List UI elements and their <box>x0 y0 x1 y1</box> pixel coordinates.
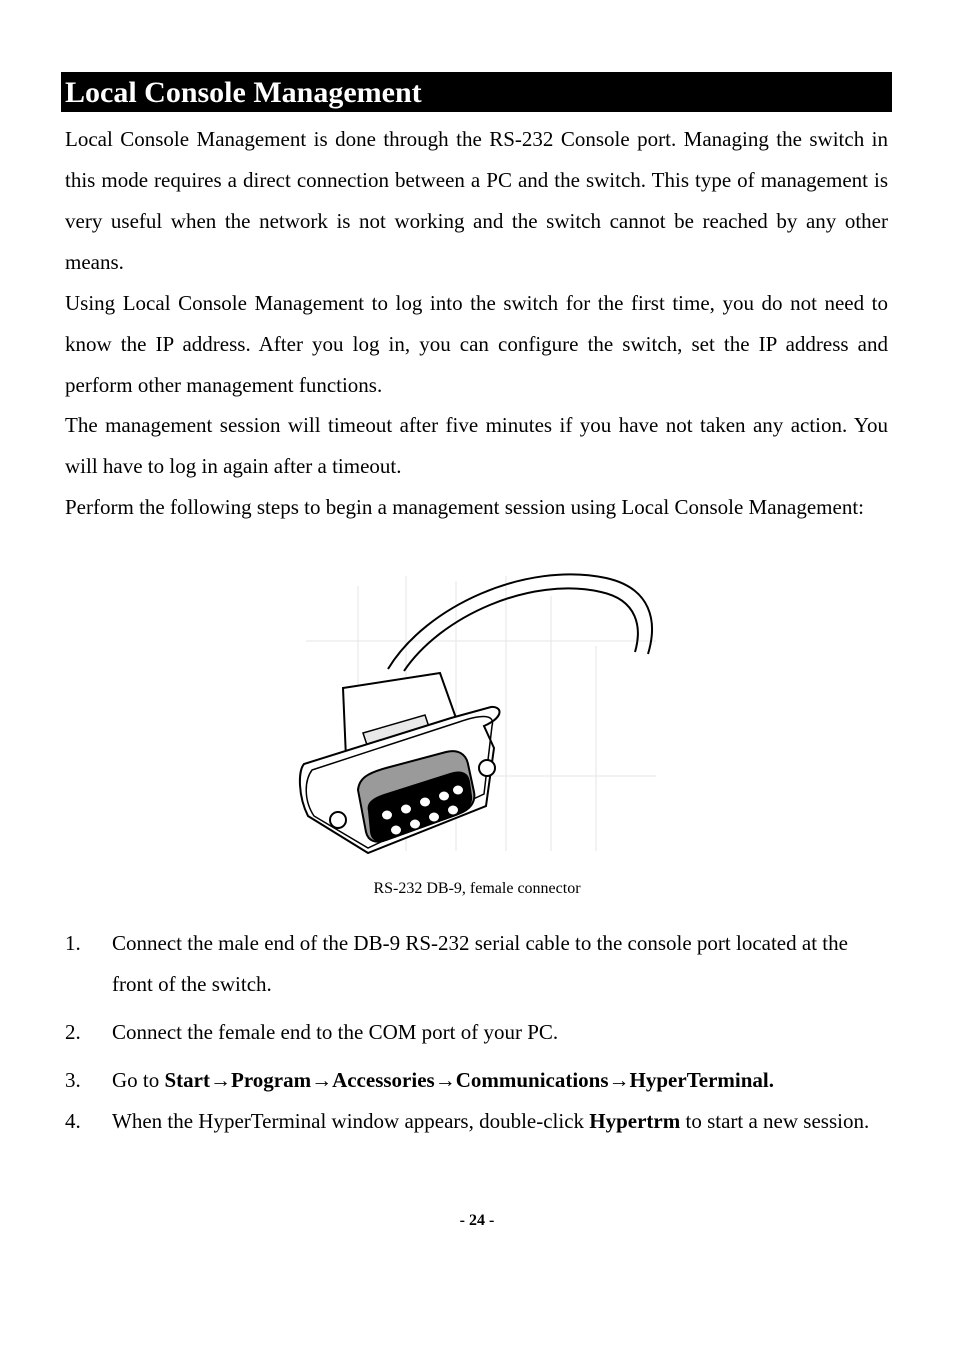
paragraph-steps-intro: Perform the following steps to begin a management session using Local Console Management: <box>65 495 865 519</box>
paragraph-first-login: Using Local Console Management to log into the switch for the first time, you do not need to know the IP address. After you log in, you can configure the switch, set the IP address and perform other management functions. <box>65 291 888 397</box>
steps-list <box>65 923 888 1149</box>
menu-path: Start→Program→Accessories→Communications→HyperTerminal. <box>164 1068 775 1092</box>
page-number: - 24 - <box>459 1212 495 1229</box>
step-item <box>65 1060 888 1101</box>
paragraph-timeout: The management session will timeout after five minutes if you have not taken any action. You will have to log in again after a timeout. <box>65 413 888 478</box>
step-number: 4. <box>65 1109 81 1133</box>
step-number: 2. <box>65 1020 81 1044</box>
program-name: Hypertrm <box>589 1109 681 1133</box>
step-item <box>65 923 888 1005</box>
step-text <box>112 1101 888 1142</box>
step-text <box>112 1060 888 1101</box>
step-text-suffix: to start a new session. <box>680 1109 870 1133</box>
figure-caption: RS-232 DB-9, female connector <box>373 880 581 897</box>
db9-connector-illustration <box>296 566 666 860</box>
step-text: Connect the male end of the DB-9 RS-232 serial cable to the console port located at the front of the switch. <box>112 931 848 996</box>
step-number: 1. <box>65 931 81 955</box>
step-item <box>65 1012 888 1053</box>
step-text-prefix: When the HyperTerminal window appears, double-click <box>112 1109 590 1133</box>
section-title: Local Console Management <box>61 72 892 112</box>
db9-connector-figure <box>296 566 666 860</box>
step-text: Connect the female end to the COM port of your PC. <box>112 1020 559 1044</box>
step-text-prefix: Go to <box>112 1068 165 1092</box>
paragraph-intro: Local Console Management is done through the RS-232 Console port. Managing the switch in this mode requires a direct connection between a PC and the switch. This type of management is very useful when the network is not working and the switch cannot be reached by any other means. <box>65 127 888 274</box>
step-number: 3. <box>65 1068 81 1092</box>
step-item <box>65 1101 888 1142</box>
